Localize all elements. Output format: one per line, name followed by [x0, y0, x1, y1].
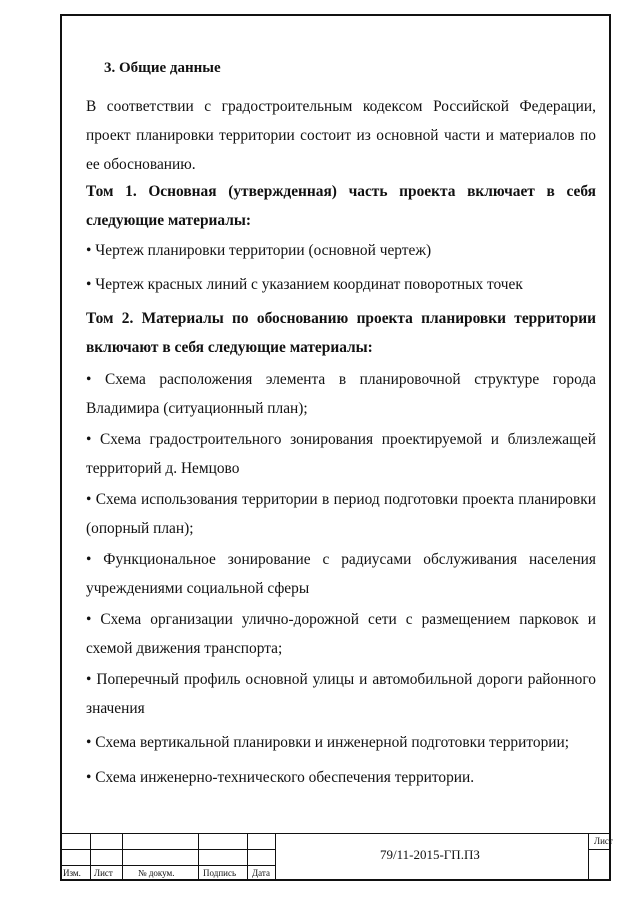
list-item: • Функциональное зонирование с радиусами обслуживания населения учреждениями социальной сферы [86, 551, 596, 597]
volume1-title: Том 1. Основная (утвержденная) часть проекта включает в себя следующие материалы: [86, 183, 596, 229]
stamp-col-signature: Подпись [203, 868, 237, 878]
list-item: • Чертеж красных линий с указанием координат поворотных точек [86, 276, 523, 293]
document-code: 79/11-2015-ГП.ПЗ [380, 847, 480, 862]
section-heading: 3. Общие данные [104, 60, 221, 76]
list-item: • Схема градостроительного зонирования проектируемой и близлежащей территорий д. Немцово [86, 431, 596, 477]
list-item: • Схема использования территории в период подготовки проекта планировки (опорный план); [86, 491, 596, 537]
stamp-divider [60, 833, 611, 834]
stamp-col-sheet: Лист [94, 868, 113, 878]
stamp-col-date: Дата [252, 868, 270, 878]
stamp-divider [60, 865, 275, 866]
stamp-col-doc: № докум. [138, 868, 175, 878]
list-item: • Схема вертикальной планировки и инженерной подготовки территории; [86, 734, 570, 751]
list-item: • Схема расположения элемента в планировочной структуре города Владимира (ситуационный план); [86, 371, 596, 417]
sheet-label: Лист [594, 836, 613, 846]
title-block [60, 833, 611, 881]
stamp-divider [90, 833, 91, 881]
stamp-divider [275, 833, 276, 881]
list-item: • Поперечный профиль основной улицы и автомобильной дороги районного значения [86, 671, 596, 717]
volume2-title: Том 2. Материалы по обоснованию проекта планировки территории включают в себя следующие материалы: [86, 310, 596, 356]
stamp-divider [588, 849, 611, 850]
intro-paragraph: В соответствии с градостроительным кодексом Российской Федерации, проект планировки территории состоит из основной части и материалов по ее обоснованию. [86, 98, 596, 173]
stamp-divider [60, 849, 275, 850]
stamp-divider [588, 833, 589, 881]
stamp-divider [122, 833, 123, 881]
list-item: • Схема организации улично-дорожной сети с размещением парковок и схемой движения транспорта; [86, 611, 596, 657]
stamp-divider [198, 833, 199, 881]
stamp-col-change: Изм. [63, 868, 81, 878]
stamp-divider [247, 833, 248, 881]
list-item: • Чертеж планировки территории (основной чертеж) [86, 242, 432, 259]
list-item: • Схема инженерно-технического обеспечения территории. [86, 769, 475, 786]
